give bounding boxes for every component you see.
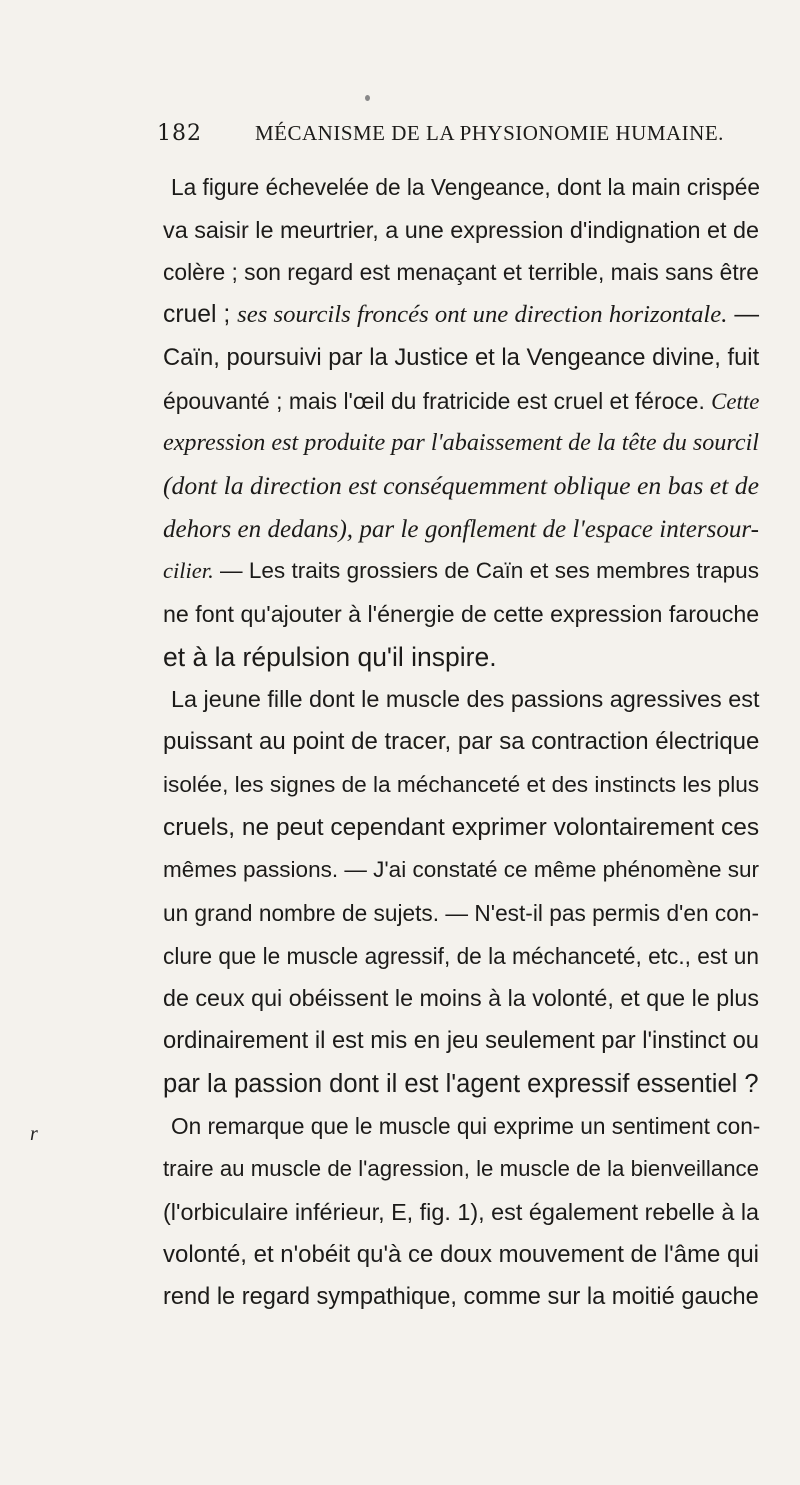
text-line	[163, 339, 759, 377]
text-line	[163, 894, 759, 932]
text-line	[163, 1150, 759, 1188]
text-line	[163, 680, 759, 718]
text-line	[163, 1065, 759, 1103]
text-line	[163, 809, 759, 847]
ink-spot	[365, 95, 370, 101]
text-line	[163, 1022, 759, 1060]
text-line	[163, 595, 759, 633]
line-text: mêmes passions. — J'ai constaté ce même phénomène sur	[163, 857, 759, 883]
text-line	[163, 1107, 759, 1145]
line-text: cruels, ne peut cependant exprimer volontairement ces	[163, 813, 760, 841]
page-header	[157, 121, 777, 151]
line-text: un grand nombre de sujets. — N'est-il pas permis d'en con-	[163, 899, 759, 926]
line-text: épouvanté ; mais l'œil du fratricide est cruel et féroce.	[163, 387, 712, 414]
line-text: et à la répulsion qu'il inspire.	[163, 641, 497, 672]
italic-text: cilier.	[163, 558, 214, 584]
line-text: isolée, les signes de la méchanceté et des instincts les plus	[163, 771, 760, 797]
line-text: rend le regard sympathique, comme sur la moitié gauche	[163, 1284, 759, 1311]
line-text: La figure échevelée de la Vengeance, dont la main crispée	[171, 174, 761, 200]
text-line	[163, 723, 759, 761]
text-line	[163, 638, 759, 676]
text-line	[163, 979, 759, 1017]
text-line	[163, 168, 759, 206]
line-text: traire au muscle de l'agression, le muscle de la bienveillance	[163, 1156, 759, 1182]
line-text: de ceux qui obéissent le moins à la volonté, et que le plus	[163, 985, 759, 1012]
line-text: ne font qu'ajouter à l'énergie de cette expression farouche	[163, 601, 760, 627]
line-text: va saisir le meurtrier, a une expression d'indignation et de	[163, 216, 760, 243]
page-number: 182	[157, 121, 202, 146]
text-line	[163, 382, 759, 420]
line-text: (l'orbiculaire inférieur, E, fig. 1), est également rebelle à la	[163, 1198, 760, 1225]
line-text: cruel ;	[163, 301, 238, 329]
text-line	[163, 552, 759, 590]
line-text: clure que le muscle agressif, de la méchanceté, etc., est un	[163, 942, 759, 969]
line-text: Caïn, poursuivi par la Justice et la Vengeance divine, fuit	[163, 343, 760, 371]
text-line	[163, 766, 759, 804]
line-text: par la passion dont il est l'agent expressif essentiel ?	[163, 1069, 759, 1098]
line-text: volonté, et n'obéit qu'à ce doux mouvement de l'âme qui	[163, 1240, 760, 1268]
line-text: La jeune fille dont le muscle des passions agressives est	[171, 686, 760, 713]
text-line	[163, 1236, 759, 1274]
italic-text: ses sourcils froncés ont une direction horizontale.	[237, 301, 728, 329]
text-line	[163, 424, 759, 462]
text-line	[163, 467, 759, 505]
text-line	[163, 296, 759, 334]
line-text: ordinairement il est mis en jeu seulement par l'instinct ou	[163, 1027, 759, 1054]
text-line	[163, 937, 759, 975]
text-line	[163, 253, 759, 291]
line-text: —	[727, 301, 759, 329]
line-text: puissant au point de tracer, par sa contraction électrique	[163, 728, 760, 756]
text-line	[163, 211, 759, 249]
line-text: — Les traits grossiers de Caïn et ses membres trapus	[213, 558, 759, 584]
running-head: MÉCANISME DE LA PHYSIONOMIE HUMAINE.	[255, 121, 724, 145]
text-line	[163, 510, 759, 548]
text-line	[163, 851, 759, 889]
italic-text: dehors en dedans), par le gonflement de l'espace intersour-	[163, 515, 759, 543]
italic-text: Cette	[711, 388, 760, 414]
text-line	[163, 1193, 759, 1231]
margin-mark: r	[30, 1123, 38, 1145]
line-text: On remarque que le muscle qui exprime un sentiment con-	[171, 1113, 761, 1140]
text-line	[163, 1278, 759, 1316]
italic-text: expression est produite par l'abaissement de la tête du sourcil	[163, 429, 759, 457]
italic-text: (dont la direction est conséquemment oblique en bas et de	[163, 470, 759, 500]
line-text: colère ; son regard est menaçant et terrible, mais sans être	[163, 259, 759, 286]
